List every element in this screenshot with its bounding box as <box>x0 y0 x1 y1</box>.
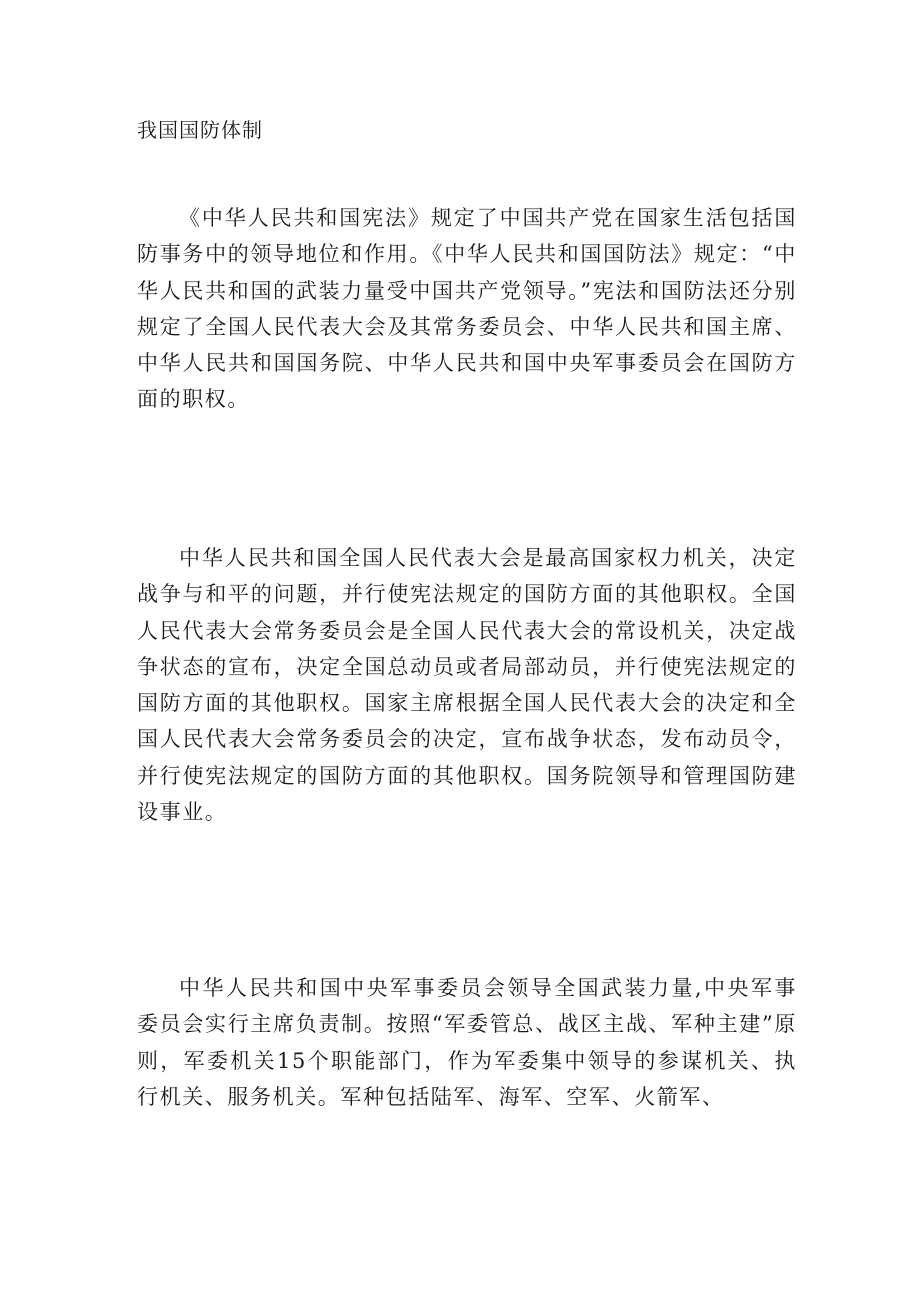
document-title: 我国国防体制 <box>137 118 263 142</box>
paragraph-cmc: 中华人民共和国中央军事委员会领导全国武装力量,中央军事委员会实行主席负责制。按照“军委管总、战区主战、军种主建”原则，军委机关15个职能部门，作为军委集中领导的参谋机关、执行机关、服务机关。军种包括陆军、海军、空军、火箭军、 <box>137 976 797 1109</box>
paragraph-constitution: 《中华人民共和国宪法》规定了中国共产党在国家生活包括国防事务中的领导地位和作用。《中华人民共和国国防法》规定：“中华人民共和国的武装力量受中国共产党领导。”宪法和国防法还分别规定了全国人民代表大会及其常务委员会、中华人民共和国主席、中华人民共和国国务院、中华人民共和国中央军事委员会在国防方面的职权。 <box>137 206 797 412</box>
paragraph-npc: 中华人民共和国全国人民代表大会是最高国家权力机关，决定战争与和平的问题，并行使宪法规定的国防方面的其他职权。全国人民代表大会常务委员会是全国人民代表大会的常设机关，决定战争状态的宣布，决定全国总动员或者局部动员，并行使宪法规定的国防方面的其他职权。国家主席根据全国人民代表大会的决定和全国人民代表大会常务委员会的决定，宣布战争状态，发布动员令，并行使宪法规定的国防方面的其他职权。国务院领导和管理国防建设事业。 <box>137 546 797 825</box>
